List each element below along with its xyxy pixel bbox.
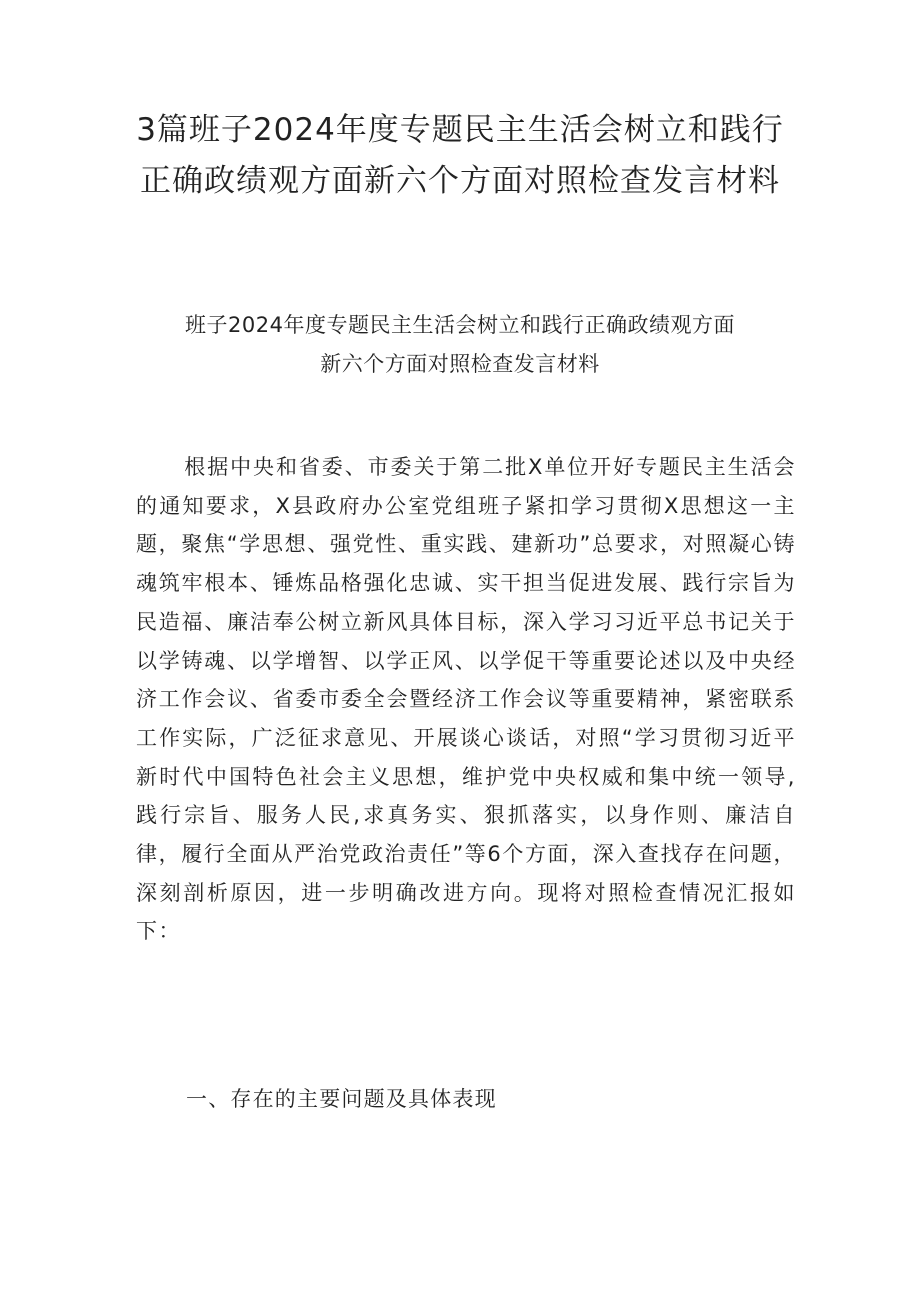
document-subtitle (130, 306, 790, 384)
subtitle-line-1: 班子2024年度专题民主生活会树立和践行正确政绩观方面 (185, 313, 735, 337)
document-title: 3篇班子2024年度专题民主生活会树立和践行正确政绩观方面新六个方面对照检查发言材料 (136, 112, 784, 199)
subtitle-line-2: 新六个方面对照检查发言材料 (320, 352, 600, 376)
section-heading: 一、存在的主要问题及具体表现 (186, 1087, 497, 1111)
body-paragraph: 根据中央和省委、市委关于第二批X单位开好专题民主生活会的通知要求，X县政府办公室党组班子紧扣学习贯彻X思想这一主题，聚焦“学思想、强党性、重实践、建新功”总要求，对照凝心铸魂筑牢根本、锤炼品格强化忠诚、实干担当促进发展、践行宗旨为民造福、廉洁奉公树立新风具体目标，深入学习习近平总书记关于以学铸魂、以学增智、以学正风、以学促干等重要论述以及中央经济工作会议、省委市委全会暨经济工作会议等重要精神，紧密联系工作实际，广泛征求意见、开展谈心谈话，对照“学习贯彻习近平新时代中国特色社会主义思想，维护党中央权威和集中统一领导,践行宗旨、服务人民,求真务实、狠抓落实，以身作则、廉洁自律，履行全面从严治党政治责任”等6个方面，深入查找存在问题，深刻剖析原因，进一步明确改进方向。现将对照检查情况汇报如下： (136, 455, 796, 944)
